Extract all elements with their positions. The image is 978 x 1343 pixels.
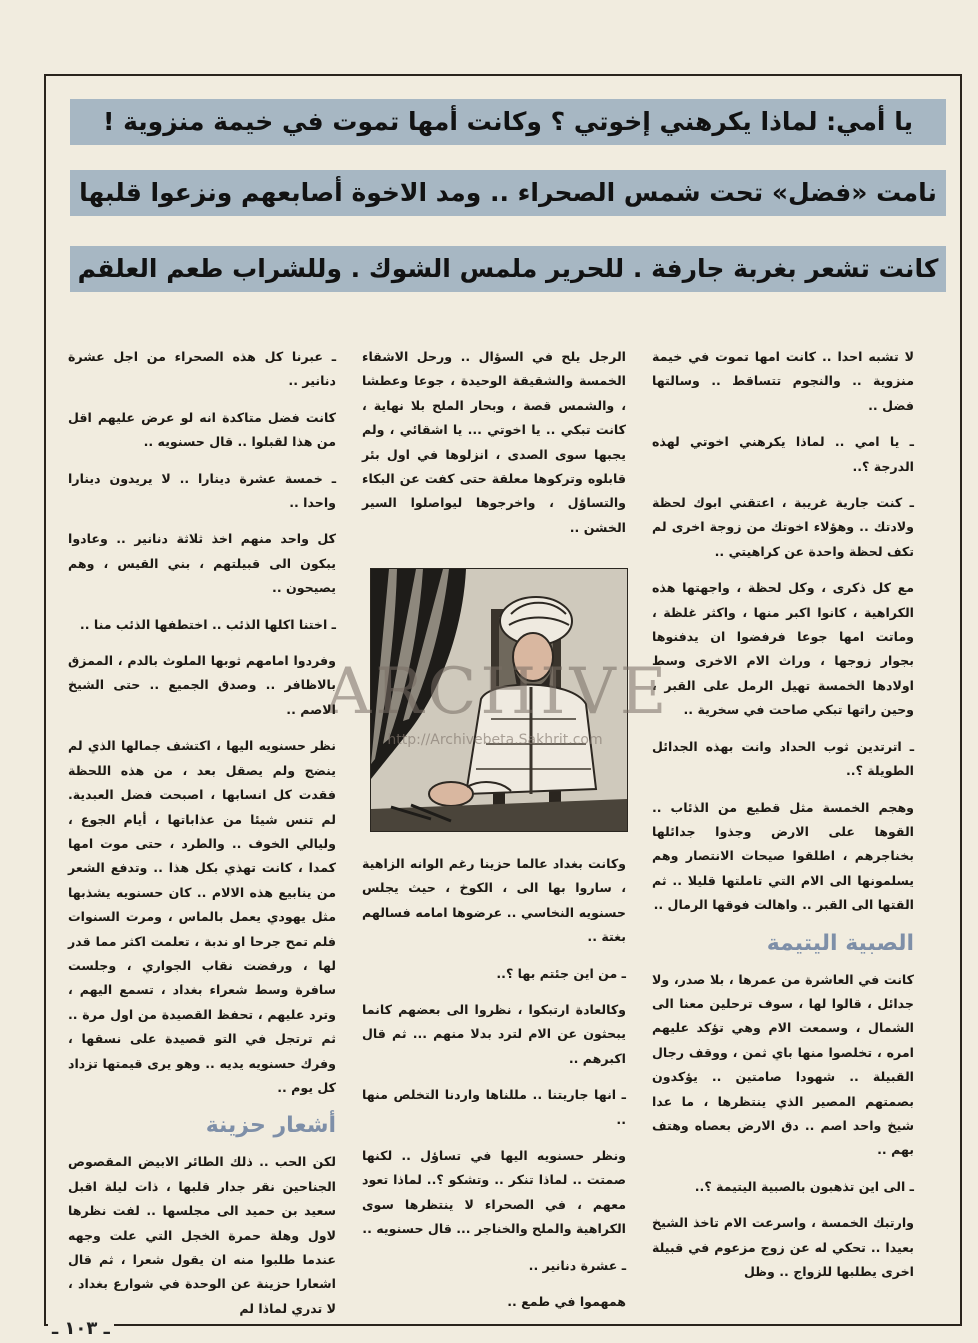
paragraph: همهموا في طمع ..	[507, 1294, 626, 1310]
paragraph: وهجم الخمسة مثل قطيع من الذئاب .. القوها على الارض وجذوا جدائلها بخناجرهم ، اطلقوا صيحات الانتصار وهم يسلمونها الى الام التي تاملتها قليلا .. ثم القتها الى القبر .. واهالت فوقها الرمال ..	[652, 799, 914, 913]
section-title-sad-poems: أشعار حزينة	[205, 1113, 336, 1139]
headline-1: يا أمي: لماذا يكرهني إخوتي ؟ وكانت أمها تموت في خيمة منزوية !	[70, 99, 946, 145]
paragraph: ـ خمسة عشرة دينارا .. لا يريدون دينارا واحدا ..	[68, 470, 336, 511]
paragraph: كانت فضل متاكدة انه لو عرض عليهم اقل من هذا لقبلوا .. قال حسنويه ..	[68, 409, 336, 450]
headline-3: كانت تشعر بغربة جارفة . للحرير ملمس الشوك . وللشراب طعم العلقم	[70, 246, 946, 292]
paragraph: ـ عبرنا كل هذه الصحراء من اجل عشرة دنانير ..	[68, 349, 336, 389]
paragraph: مع كل ذكرى ، وكل لحظة ، واجهتها هذه الكراهية ، كانوا اكبر منها ، واكثر غلظة ، وماتت امها جوعا فرفضوا ان يدفنوها بجوار زوجها ، وراث الام الاخرى وسط اولادها الخمسة تهيل الرمل على القبر ، وحين راتها تبكي صاحت في سخرية ..	[652, 580, 914, 718]
paragraph: لا تشبه احدا .. كانت امها تموت في خيمة منزوية .. والنجوم تتساقط .. وسالتها فضل ..	[652, 349, 914, 413]
illustration-merchant	[370, 568, 628, 832]
archive-watermark-url: http://Archivebeta.Sakhrit.com	[387, 732, 603, 748]
page-number: ـ ١٠٣ ـ	[48, 1318, 114, 1339]
paragraph: ونظر حسنويه اليها في تساؤل .. لكنها صمتت .. لماذا تنكر .. وتشكو ؟.. لماذا تعود معهم ، في الصحراء لا ينتظرها سوى الكراهية والملح والخناجر ... قال حسنويه ..	[362, 1148, 626, 1237]
paragraph: كانت في العاشرة من عمرها ، بلا صدر، ولا جدائل ، قالوا لها ، سوف ترحلين معنا الى الشمال ، وسمعت الام وهي تؤكد عليهم امره ، تخلصوا منها باي ثمن ، ووقف رجال القبيلة .. شهودا صامتين .. يؤكدون بصمتهم المصير الذي ينتظرها ، ما عدا شيخ واحد اصم .. دق الارض بعصاه وهتف بهم ..	[652, 971, 914, 1158]
paragraph: نظر حسنويه اليها ، اكتشف جمالها الذي لم ينضج ولم يصقل بعد ، من هذه اللحظة فقدت كل انسابها ، اصبحت فضل العبدية. لم تنس شيئا من عذاباتها ، أيام الجوع ، وليالي الخوف .. والطرد ، حتى موت امها كمدا ، كانت تهذي بكل هذا .. وتدفع الشعر من ينابيع هذه الالام .. كان حسنويه يشذبها مثل يهودي يعمل بالماس ، ومرت السنوات فلم تمح جرحا او ندبة ، تعلمت اكثر مما قدر لها ، ورفضت نقاب الجواري ، وجلست سافرة وسط شعراء بغداد ، تسمع اليهم ، وترد عليهم ، تحفظ القصيدة من اول مرة .. ثم ترتجل في التو قصيدة على نسقها ، وفرك حسنويه يديه .. وهو يرى قيمتها تزداد كل يوم ..	[68, 738, 336, 1095]
archive-watermark: ARCHIVE	[325, 655, 671, 729]
paragraph: ـ من اين جئتم بها ؟..	[496, 965, 626, 981]
paragraph: ـ كنت جارية غريبة ، اعتقني ابوك لحظة ولادتك .. وهؤلاء اخوتك من زوجة اخرى لم تكف لحظة واحدة عن كراهيتي ..	[652, 495, 914, 559]
paragraph: وفردوا امامهم ثوبها الملوث بالدم ، الممزق بالاظافر .. وصدق الجميع .. حتى الشيخ الاصم ..	[68, 653, 336, 717]
paragraph: كل واحد منهم اخذ ثلاثة دنانير .. وعادوا يبكون الى قبيلتهم ، بني القيس ، وهم يصيحون ..	[68, 531, 336, 596]
paragraph: ـ عشرة دنانير ..	[528, 1257, 626, 1273]
paragraph: لكن الحب .. ذلك الطائر الابيض المقصوص الجناحين نقر جدار قلبها ، ذات ليلة اقبل سعيد بن حميد الى مجلسها .. لفت نظرها لاول وهلة حمرة الخجل التي علت وجهه عندما طلبوا منه ان يقول شعرا ، ثم قال اشعارا حزينة عن الوحدة في شوارع بغداد ، لا تدري لماذا لم	[68, 1154, 336, 1316]
paragraph: ـ اترتدين ثوب الحداد وانت بهذه الجدائل الطويلة ؟..	[652, 738, 914, 779]
section-title-orphan-girl: الصبية اليتيمة	[766, 930, 914, 956]
headline-2: نامت «فضل» تحت شمس الصحراء .. ومد الاخوة أصابعهم ونزعوا قلبها	[70, 170, 946, 216]
article-column-right	[652, 345, 914, 1305]
paragraph: ـ اختنا اكلها الذئب .. اختطفها الذئب منا ..	[79, 616, 336, 632]
article-column-middle-top	[362, 345, 626, 555]
paragraph: وكالعادة ارتبكوا ، نظروا الى بعضهم كانما يبحثون عن الام لترد بدلا منهم ... ثم قال اكبرهم ..	[362, 1002, 626, 1066]
paragraph: وارتبك الخمسة ، واسرعت الام تاخذ الشيخ بعيدا .. تحكي له عن زوج مزعوم في قبيلة اخرى يطلبها للزواج .. وظل	[652, 1215, 914, 1279]
illustration-graphic	[371, 569, 627, 831]
paragraph: ـ انها جاريتنا .. مللناها واردنا التخلص منها ..	[362, 1087, 626, 1127]
paragraph: ـ الى اين تذهبون بالصبية اليتيمة ؟..	[694, 1178, 914, 1194]
article-column-left	[68, 345, 336, 1316]
paragraph: وكانت بغداد عالما حزينا رغم الوانه الزاهية ، ساروا بها الى ، الكوخ ، حيث يجلس حسنويه النخاسي .. عرضوها امامه فسالهم بغتة ..	[362, 856, 626, 945]
paragraph: ـ يا امي .. لماذا يكرهني اخوتي لهذه الدرجة ؟..	[652, 434, 914, 474]
paragraph: الرجل يلح في السؤال .. ورحل الاشقاء الخمسة والشقيقة الوحيدة ، جوعا وعطشا ، والشمس قصة ، وبحار الملح بلا نهاية ، كانت تبكي .. يا اخوتي ... يا اشقائي ، ولم يجبها سوى الصدى ، انزلوها في اول بئر قابلوه وتركوها معلقة حتى كفت عن البكاء والتساؤل ، واخرجوها ليواصلوا السير الخشن ..	[362, 349, 626, 535]
article-column-middle-bottom	[362, 852, 626, 1310]
